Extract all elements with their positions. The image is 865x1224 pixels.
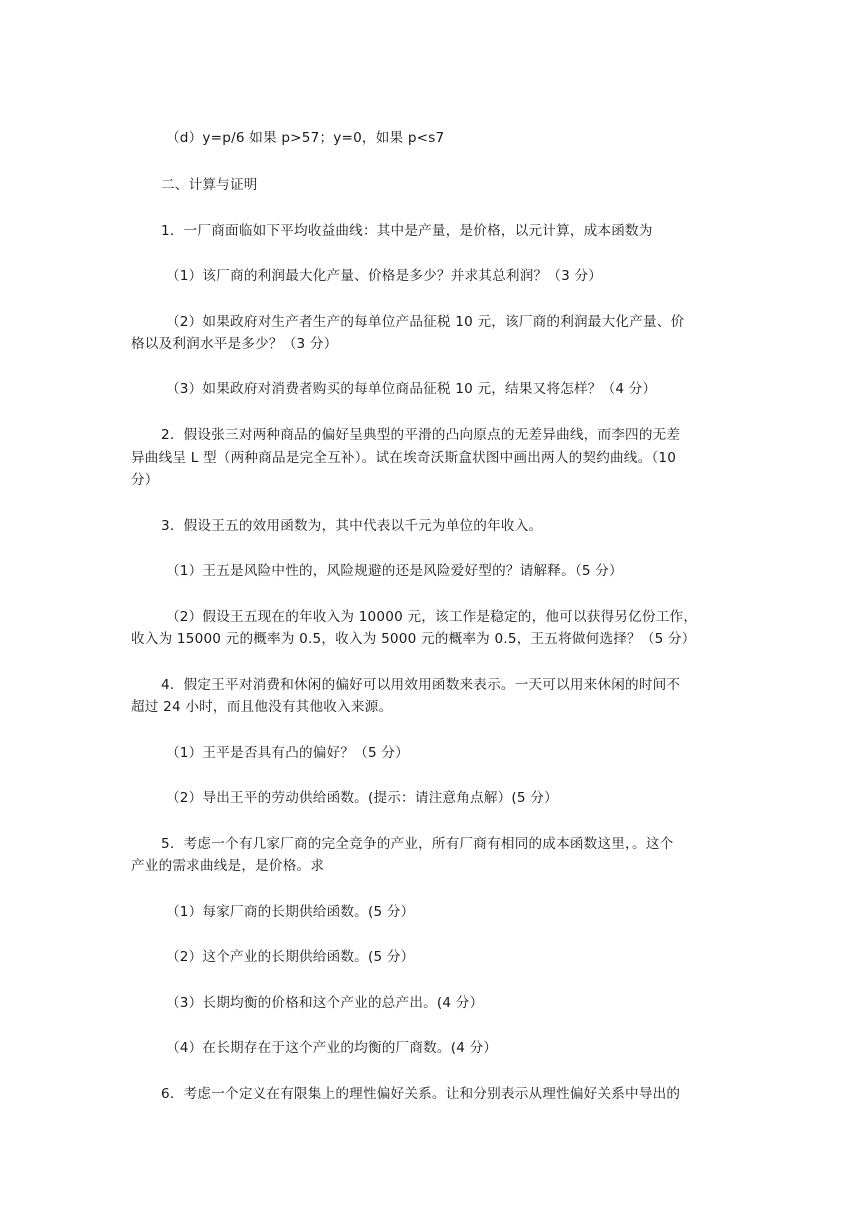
question-6: 6．考虑一个定义在有限集上的理性偏好关系。让和分别表示从理性偏好关系中导出的: [161, 1086, 681, 1102]
question-1: 1．一厂商面临如下平均收益曲线：其中是产量，是价格，以元计算，成本函数为: [161, 223, 653, 239]
question-3-part-2-line-2: 收入为 15000 元的概率为 0.5，收入为 5000 元的概率为 0.5，王五将做何选择？（5 分）: [131, 631, 696, 647]
question-2-line-1: 2．假设张三对两种商品的偏好呈典型的平滑的凸向原点的无差异曲线，而李四的无差: [161, 427, 681, 443]
question-1-part-2-line-1: （2）如果政府对生产者生产的每单位产品征税 10 元，该厂商的利润最大化产量、价: [166, 314, 685, 330]
question-5-part-4: （4）在长期存在于这个产业的均衡的厂商数。(4 分）: [166, 1040, 498, 1056]
question-5-part-2: （2）这个产业的长期供给函数。(5 分）: [166, 949, 415, 965]
question-4-part-2: （2）导出王平的劳动供给函数。(提示：请注意角点解）(5 分）: [166, 790, 558, 806]
question-2-line-3: 分）: [131, 472, 159, 488]
question-5-part-3: （3）长期均衡的价格和这个产业的总产出。(4 分）: [166, 995, 484, 1011]
question-3-part-2-line-1: （2）假设王五现在的年收入为 10000 元，该工作是稳定的，他可以获得另亿份工作，: [166, 609, 698, 625]
question-1-part-1: （1）该厂商的利润最大化产量、价格是多少？并求其总利润？（3 分）: [166, 268, 603, 284]
question-4-line-1: 4．假定王平对消费和休闲的偏好可以用效用函数来表示。一天可以用来休闲的时间不: [161, 677, 681, 693]
paragraph-option-d: （d）y=p/6 如果 p>57；y=0，如果 p<s7: [166, 130, 445, 146]
question-2-line-2: 异曲线呈 L 型（两种商品是完全互补）。试在埃奇沃斯盒状图中画出两人的契约曲线。（10: [131, 450, 677, 466]
question-4-part-1: （1）王平是否具有凸的偏好？（5 分）: [166, 745, 409, 761]
section-heading: 二、计算与证明: [161, 177, 258, 193]
question-5-line-1: 5．考虑一个有几家厂商的完全竞争的产业，所有厂商有相同的成本函数这里，。这个: [161, 836, 674, 852]
question-4-line-2: 超过 24 小时，而且他没有其他收入来源。: [131, 699, 393, 715]
question-3-part-1: （1）王五是风险中性的，风险规避的还是风险爱好型的？请解释。（5 分）: [166, 563, 623, 579]
question-5-line-2: 产业的需求曲线是，是价格。求: [131, 858, 325, 874]
question-1-part-3: （3）如果政府对消费者购买的每单位商品征税 10 元，结果又将怎样？（4 分）: [166, 381, 657, 397]
question-3: 3．假设王五的效用函数为，其中代表以千元为单位的年收入。: [161, 518, 543, 534]
question-1-part-2-line-2: 格以及利润水平是多少？（3 分）: [131, 336, 338, 352]
question-5-part-1: （1）每家厂商的长期供给函数。(5 分）: [166, 904, 415, 920]
